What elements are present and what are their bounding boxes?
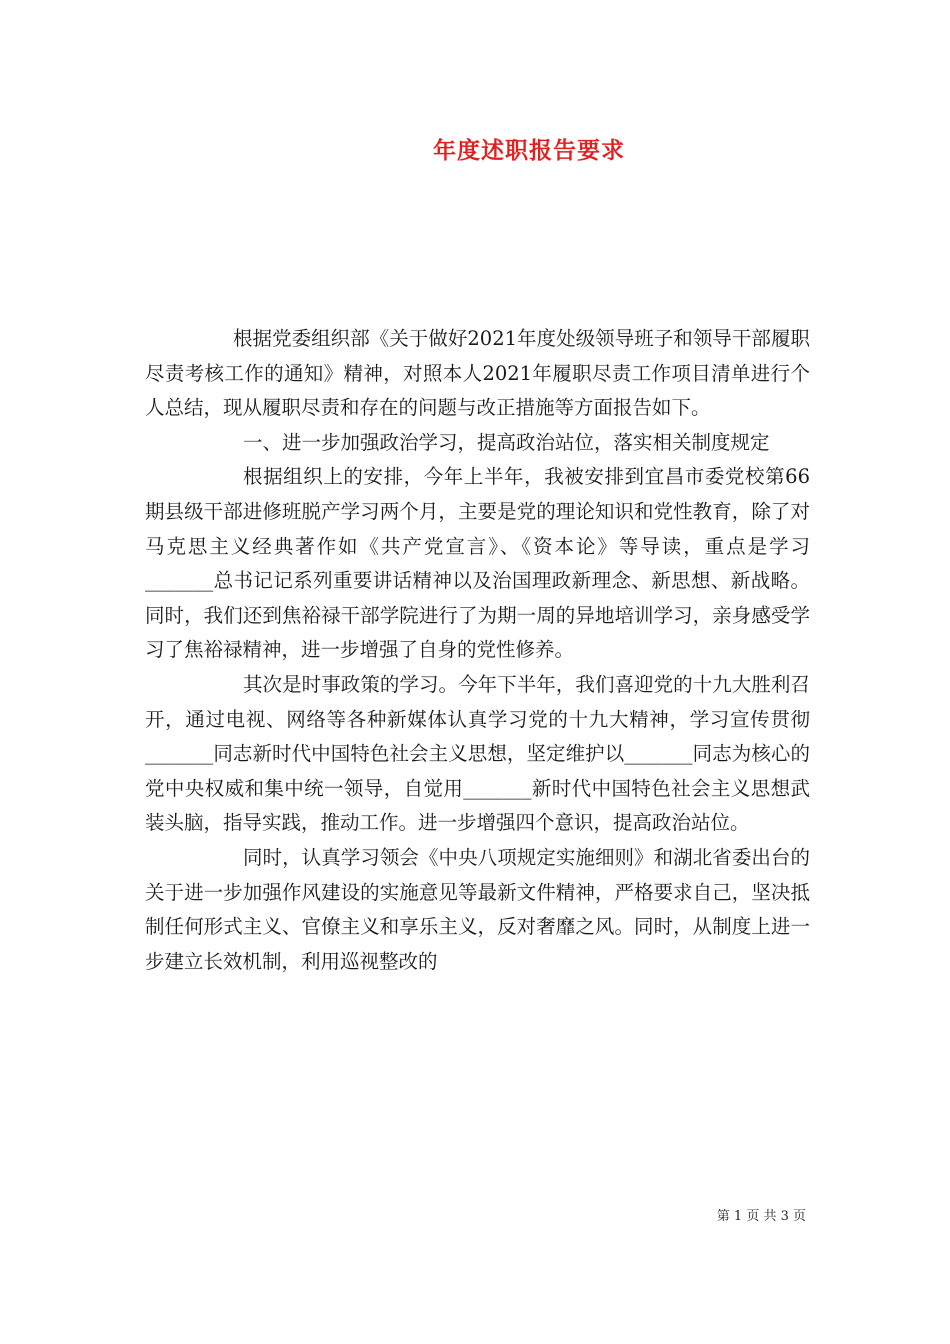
paragraph-eight-rules: 同时，认真学习领会《中央八项规定实施细则》和湖北省委出台的关于进一步加强作风建设的实施意见等最新文件精神，严格要求自己，坚决抵制任何形式主义、官僚主义和享乐主义，反对奢靡之风。同时，从制度上进一步建立长效机制，利用巡视整改的 xyxy=(145,845,810,973)
document-body xyxy=(145,322,810,979)
section-heading-1: 一、进一步加强政治学习，提高政治站位，落实相关制度规定 xyxy=(243,430,770,454)
paragraph-intro: 根据党委组织部《关于做好2021年度处级领导班子和领导干部履职尽责考核工作的通知》精神，对照本人2021年履职尽责工作项目清单进行个人总结，现从履职尽责和存在的问题与改正措施等方面报告如下。 xyxy=(145,327,810,420)
paragraph-current-affairs: 其次是时事政策的学习。今年下半年，我们喜迎党的十九大胜利召开，通过电视、网络等各种新媒体认真学习党的十九大精神，学习宣传贯彻_______同志新时代中国特色社会主义思想，坚定维护以_______同志为核心的党中央权威和集中统一领导，自觉用_______新时代中国特色社会主义思想武装头脑，指导实践，推动工作。进一步增强四个意识，提高政治站位。 xyxy=(145,672,810,835)
paragraph-study-arrangement: 根据组织上的安排，今年上半年，我被安排到宜昌市委党校第66期县级干部进修班脱产学习两个月，主要是党的理论知识和党性教育，除了对马克思主义经典著作如《共产党宣言》、《资本论》等导读，重点是学习_______总书记记系列重要讲话精神以及治国理政新理念、新思想、新战略。同时，我们还到焦裕禄干部学院进行了为期一周的异地培训学习，亲身感受学习了焦裕禄精神，进一步增强了自身的党性修养。 xyxy=(145,465,810,662)
document-title: 年度述职报告要求 xyxy=(433,137,625,164)
page-footer: 第 1 页 共 3 页 xyxy=(716,1209,806,1224)
